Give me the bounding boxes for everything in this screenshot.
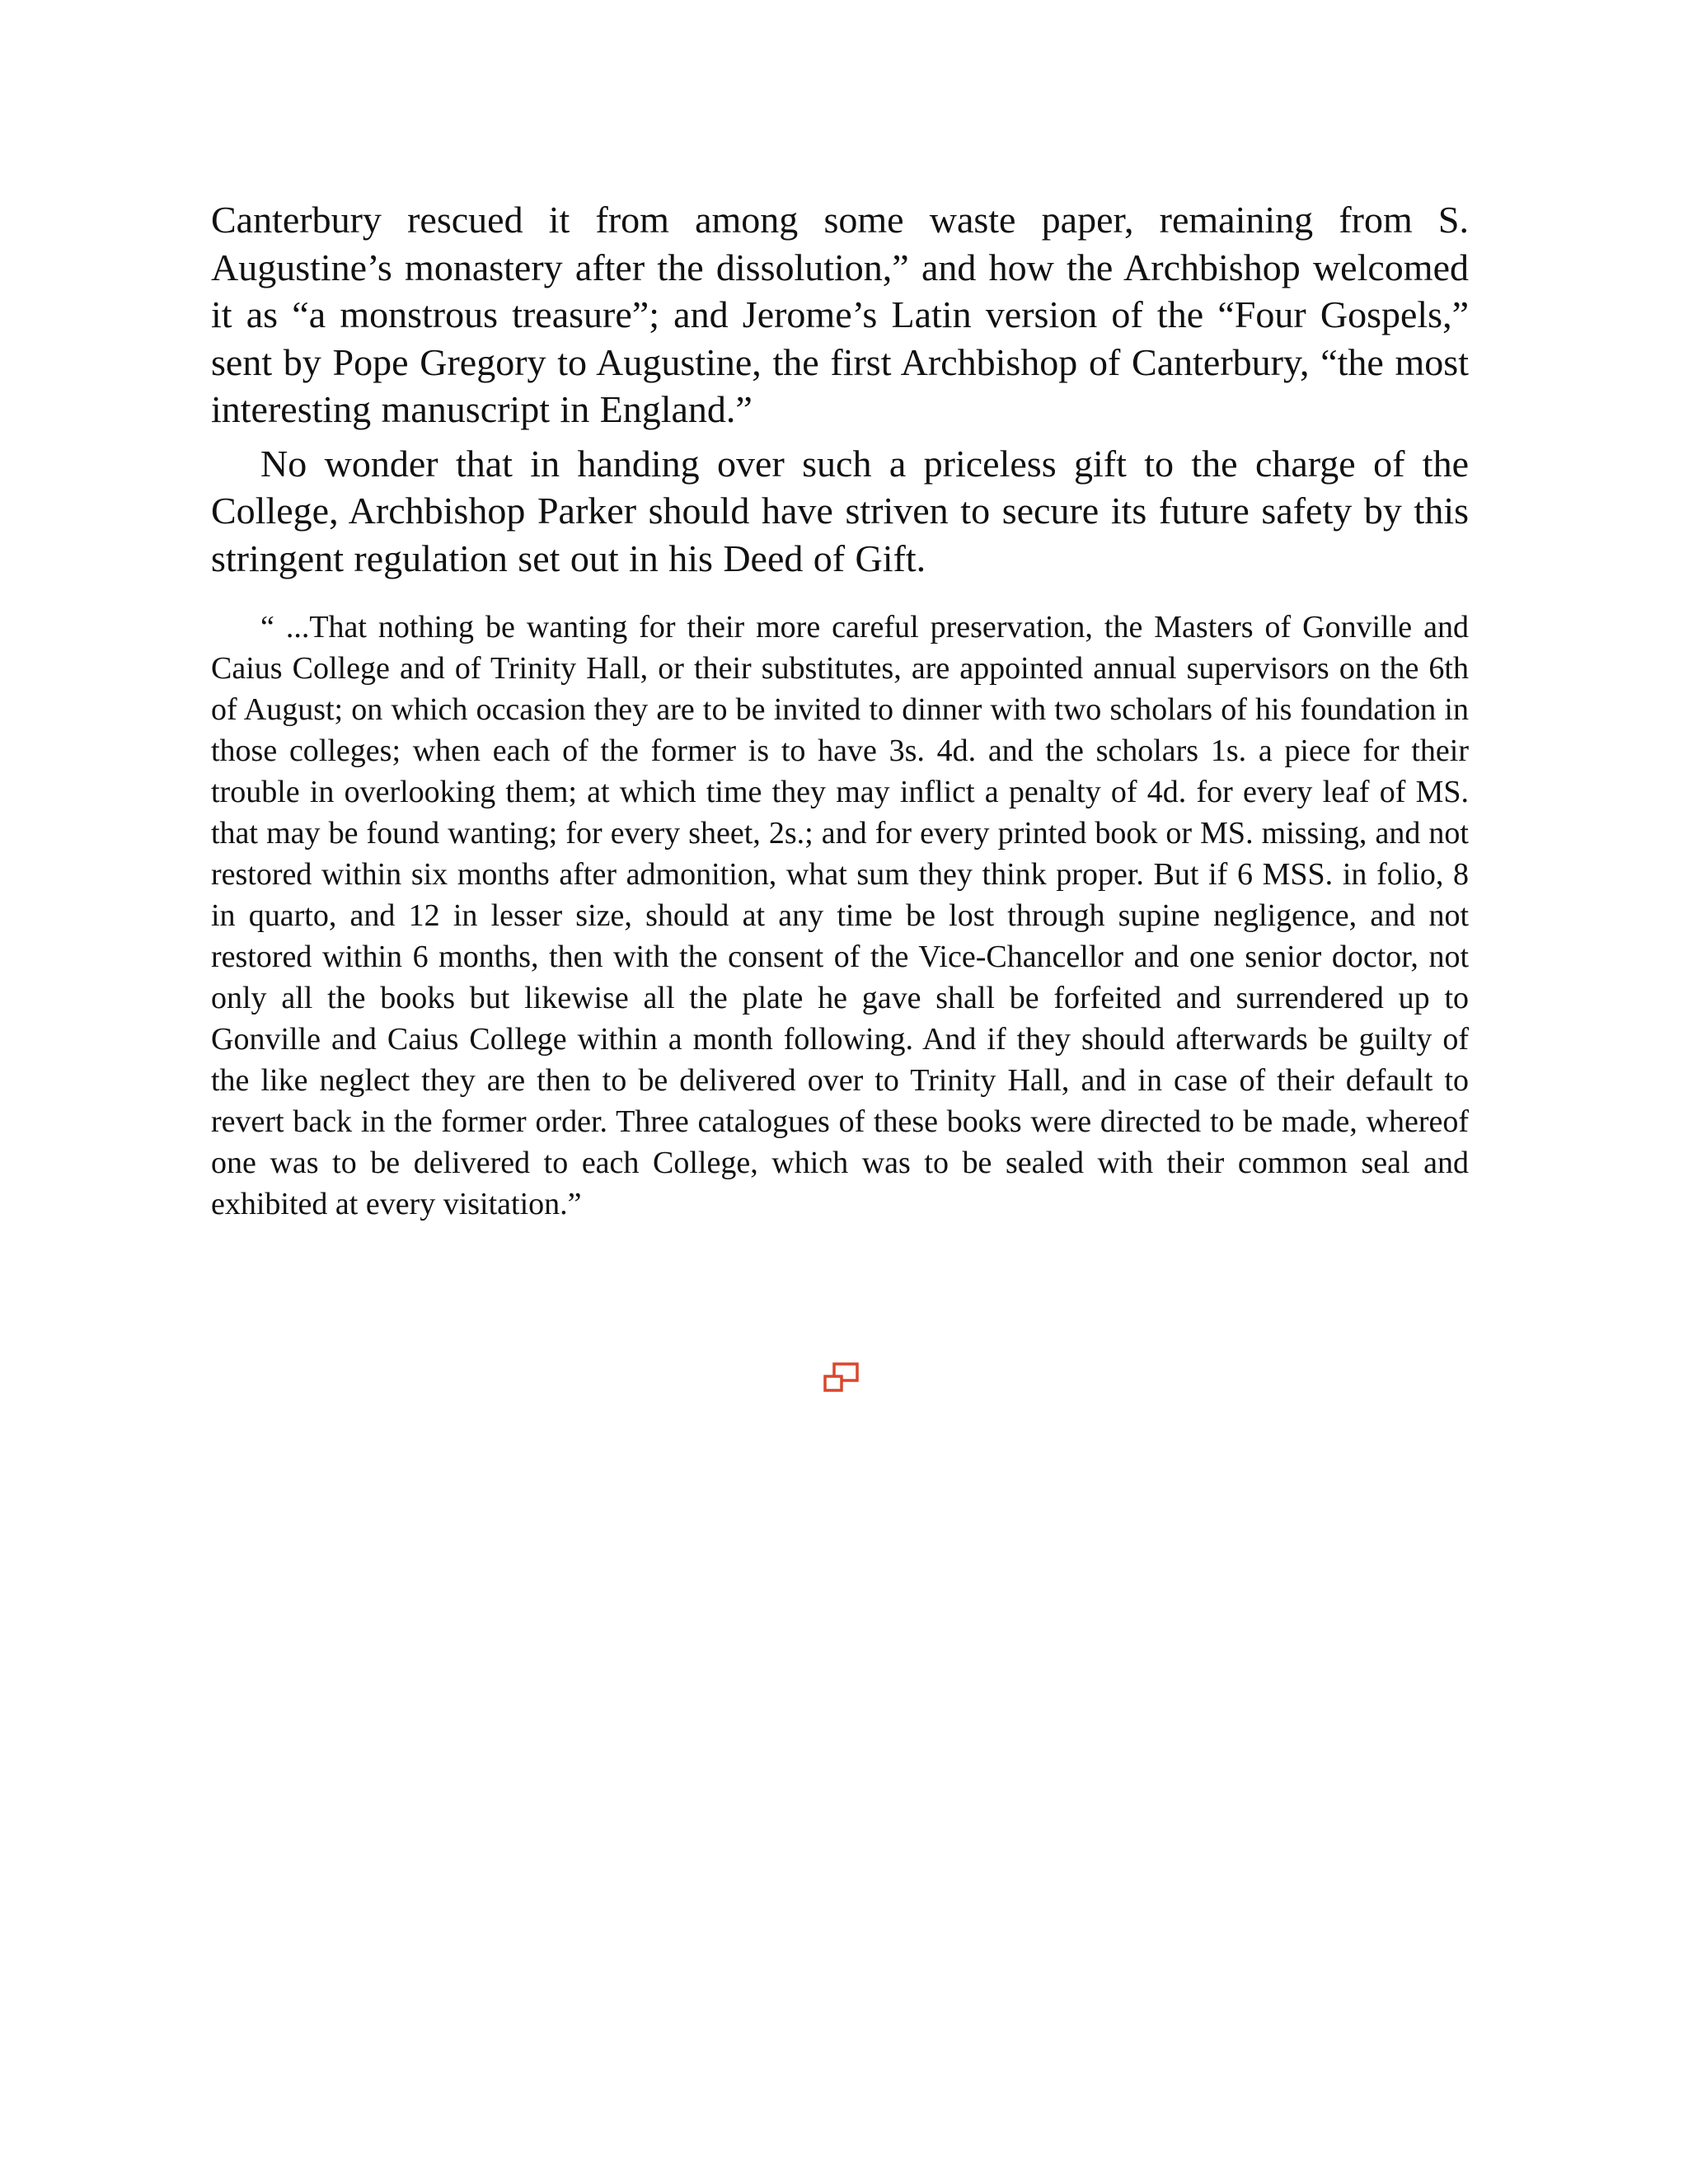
- body-paragraph-1: Canterbury rescued it from among some waste paper, remaining from S. Augustine’s monastery after the dissolution,” and how the Archbishop welcomed it as “a monstrous treasure”; and Jerome’s Latin version of the “Four Gospels,” sent by Pope Gregory to Augustine, the first Archbishop of Canterbury, “the most interesting manuscript in England.”: [211, 199, 1469, 430]
- document-page: [211, 196, 1469, 1225]
- external-link-icon[interactable]: [823, 1361, 860, 1394]
- body-paragraph-2: No wonder that in handing over such a priceless gift to the charge of the College, Archbishop Parker should have striven to secure its future safety by this stringent regulation set out in his Deed of Gift.: [211, 442, 1469, 579]
- deed-of-gift-quote: “ ...That nothing be wanting for their more careful preservation, the Masters of Gonville and Caius College and of Trinity Hall, or their substitutes, are appointed annual supervisors on the 6th of August; on which occasion they are to be invited to dinner with two scholars of his foundation in those colleges; when each of the former is to have 3s. 4d. and the scholars 1s. a piece for their trouble in overlooking them; at which time they may inflict a penalty of 4d. for every leaf of MS. that may be found wanting; for every sheet, 2s.; and for every printed book or MS. missing, and not restored within six months after admonition, what sum they think proper. But if 6 MSS. in folio, 8 in quarto, and 12 in lesser size, should at any time be lost through supine negligence, and not restored within 6 months, then with the consent of the Vice-Chancellor and one senior doctor, not only all the books but likewise all the plate he gave shall be forfeited and surrendered up to Gonville and Caius College within a month following. And if they should afterwards be guilty of the like neglect they are then to be delivered over to Trinity Hall, and in case of their default to revert back in the former order. Three catalogues of these books were directed to be made, whereof one was to be delivered to each College, which was to be sealed with their common seal and exhibited at every visitation.”: [211, 610, 1469, 1221]
